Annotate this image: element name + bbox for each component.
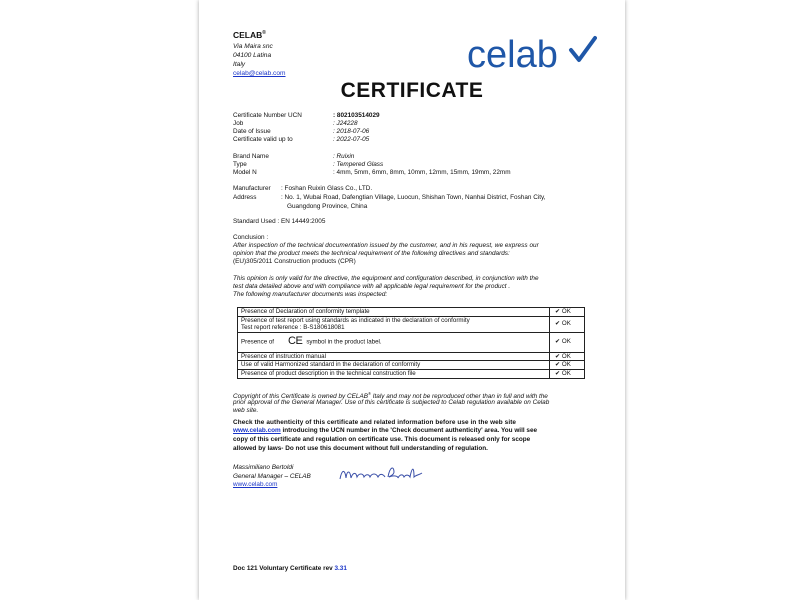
opinion-line-2: test data detailed above and with compliance with all applicable legal requirement for the product .: [233, 283, 511, 290]
issuer-address-line-3: Italy: [233, 61, 246, 68]
opinion-line-3: The following manufacturer documents was inspected:: [233, 291, 388, 298]
table-row: [238, 308, 585, 317]
field-label-type: Type: [233, 161, 247, 168]
copyright-line-1: Copyright of this Certificate is owned by CELAB® Italy and may not be reproduced other than in full and with the: [233, 391, 548, 401]
celab-logo: [467, 34, 597, 74]
issuer-address-line-2: 04100 Latina: [233, 52, 272, 59]
manufacturer-value: : Foshan Ruixin Glass Co., LTD.: [281, 185, 373, 192]
field-label-model: Model N: [233, 169, 257, 176]
standard-used: Standard Used : EN 14449:2005: [233, 218, 326, 225]
table-row: [238, 361, 585, 370]
table-row: [238, 316, 585, 332]
address-line-1: : No. 1, Wubai Road, Dafengtian Village, Luocun, Shishan Town, Nanhai District, Foshan City,: [281, 194, 546, 201]
check-item: Use of valid Harmonized standard in the declaration of conformity: [238, 361, 550, 370]
ce-mark-icon: CE: [288, 335, 303, 348]
copyright-line-3: web site.: [233, 407, 259, 414]
inspection-checklist-table: [237, 307, 585, 379]
conclusion-line-1: After inspection of the technical documentation issued by the customer, and in his request, we express our: [233, 242, 539, 249]
check-ok: ✔ OK: [550, 352, 585, 361]
field-label-brand: Brand Name: [233, 153, 269, 160]
conclusion-line-2: opinion that the product meets the technical requirement of the following directives and standards:: [233, 250, 510, 257]
authenticity-line-4: allowed by laws- Do not use this document without full understanding of regulation.: [233, 445, 488, 452]
copyright-line-2: prior approval of the General Manager. Use of this certificate is subjected to Celab regulation available on Celab: [233, 399, 550, 406]
field-value-type: : Tempered Glass: [333, 161, 384, 168]
check-item: Presence of product description in the technical construction file: [238, 369, 550, 378]
field-value-valid-until: : 2022-07-05: [333, 136, 370, 143]
issuer-email-link[interactable]: celab@celab.com: [233, 70, 286, 77]
authenticity-line-1: Check the authenticity of this certificate and related information before use in the web site: [233, 419, 517, 426]
check-ok: ✔ OK: [550, 308, 585, 317]
logo-text: celab: [467, 34, 558, 74]
issuer-name: CELAB®: [233, 30, 266, 40]
certificate-page: [199, 0, 625, 600]
table-row: [238, 369, 585, 378]
check-item: Presence of Declaration of conformity template: [238, 308, 550, 317]
conclusion-line-3: (EU)305/2011 Construction products (CPR): [233, 258, 356, 265]
certificate-title: CERTIFICATE: [340, 79, 484, 102]
authenticity-line-3: copy of this certificate and regulation on certificate use. This document is released only for scope: [233, 436, 531, 443]
table-row: [238, 332, 585, 352]
check-ok: ✔ OK: [550, 332, 585, 352]
logo-checkmark-icon: [571, 38, 595, 60]
check-ok: ✔ OK: [550, 361, 585, 370]
issuer-address-line-1: Via Maira snc: [233, 43, 273, 50]
manufacturer-label: Manufacturer: [233, 185, 271, 192]
opinion-line-1: This opinion is only valid for the directive, the equipment and configuration described, in conjunction with the: [233, 275, 539, 282]
check-item: Presence of instruction manual: [238, 352, 550, 361]
signatory-role: General Manager – CELAB: [233, 473, 311, 480]
field-label-job: Job: [233, 120, 244, 127]
document-footer: Doc 121 Voluntary Certificate rev 3.31: [233, 565, 347, 572]
signatory-name: Massimiliano Bertoldi: [233, 464, 294, 471]
authenticity-line-2: www.celab.com introducing the UCN number in the 'Check document authenticity' area. You will see: [233, 427, 538, 434]
address-label: Address: [233, 194, 257, 201]
field-label-ucn: Certificate Number UCN: [233, 112, 302, 119]
field-label-issue-date: Date of Issue: [233, 128, 271, 135]
check-ok: ✔ OK: [550, 369, 585, 378]
field-value-issue-date: : 2018-07-06: [333, 128, 370, 135]
field-value-brand: : Ruixin: [333, 153, 355, 160]
field-value-model: : 4mm, 5mm, 6mm, 8mm, 10mm, 12mm, 15mm, 19mm, 22mm: [333, 169, 511, 176]
check-ok: ✔ OK: [550, 316, 585, 332]
field-label-valid-until: Certificate valid up to: [233, 136, 293, 143]
celab-website-link[interactable]: www.celab.com: [233, 427, 281, 434]
check-item: Presence of CE symbol in the product label.: [238, 332, 550, 352]
field-value-ucn: : 802103514029: [333, 112, 380, 119]
table-row: [238, 352, 585, 361]
address-line-2: Guangdong Province, China: [287, 203, 368, 210]
signatory-website-link[interactable]: www.celab.com: [233, 481, 278, 488]
check-item: Presence of test report using standards as indicated in the declaration of conformity Test report reference : B-S180618081: [238, 316, 550, 332]
conclusion-heading: Conclusion :: [233, 234, 269, 241]
signature-image: [336, 463, 426, 485]
field-value-job: : J24228: [333, 120, 358, 127]
